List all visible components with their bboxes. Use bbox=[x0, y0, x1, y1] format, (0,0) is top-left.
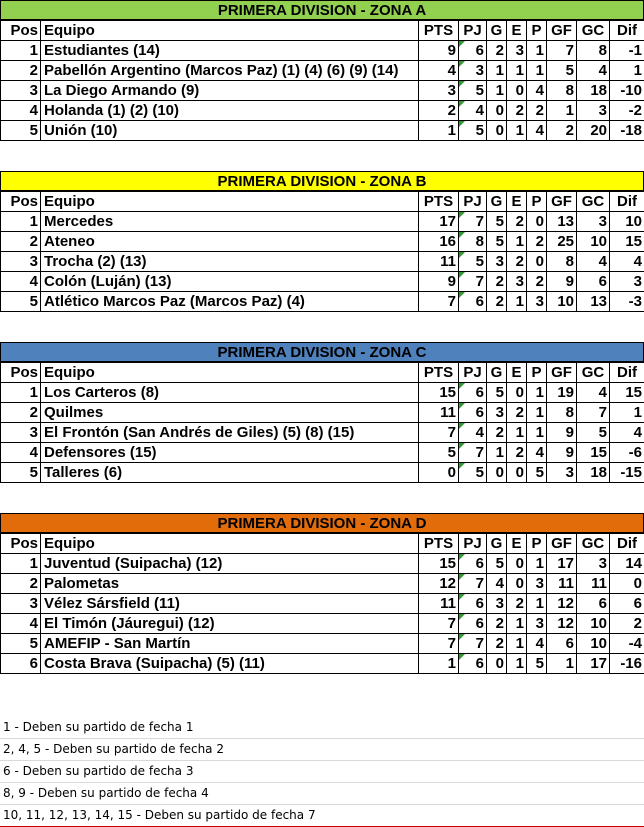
table-row bbox=[1, 383, 644, 403]
cell-gf: 12 bbox=[547, 614, 577, 634]
header-equipo: Equipo bbox=[41, 363, 419, 383]
cell-pts: 9 bbox=[419, 41, 459, 61]
header-p: P bbox=[527, 363, 547, 383]
table-row bbox=[1, 61, 644, 81]
cell-dif: -4 bbox=[610, 634, 644, 654]
cell-gc: 18 bbox=[577, 81, 610, 101]
header-dif: Dif bbox=[610, 192, 644, 212]
cell-gc: 5 bbox=[577, 423, 610, 443]
cell-pj: 7 bbox=[459, 634, 487, 654]
table-row bbox=[1, 574, 644, 594]
header-e: E bbox=[507, 534, 527, 554]
cell-pj: 6 bbox=[459, 554, 487, 574]
cell-gf: 8 bbox=[547, 81, 577, 101]
table-row bbox=[1, 101, 644, 121]
cell-pj: 5 bbox=[459, 121, 487, 141]
cell-pos: 3 bbox=[1, 252, 41, 272]
cell-dif: 6 bbox=[610, 594, 644, 614]
table-row bbox=[1, 232, 644, 252]
header-pos: Pos bbox=[1, 192, 41, 212]
standings-table bbox=[0, 20, 644, 141]
cell-dif: 4 bbox=[610, 423, 644, 443]
cell-e: 2 bbox=[507, 403, 527, 423]
header-gf: GF bbox=[547, 534, 577, 554]
cell-e: 0 bbox=[507, 81, 527, 101]
header-gf: GF bbox=[547, 192, 577, 212]
standings-table bbox=[0, 362, 644, 483]
cell-g: 1 bbox=[487, 443, 507, 463]
zone-a bbox=[0, 0, 644, 141]
table-row bbox=[1, 423, 644, 443]
header-row bbox=[1, 534, 644, 554]
header-g: G bbox=[487, 21, 507, 41]
header-pts: PTS bbox=[419, 21, 459, 41]
header-g: G bbox=[487, 363, 507, 383]
table-row bbox=[1, 212, 644, 232]
cell-e: 2 bbox=[507, 212, 527, 232]
cell-e: 1 bbox=[507, 654, 527, 674]
table-row bbox=[1, 443, 644, 463]
header-p: P bbox=[527, 192, 547, 212]
cell-pts: 5 bbox=[419, 443, 459, 463]
cell-g: 0 bbox=[487, 463, 507, 483]
cell-pos: 4 bbox=[1, 443, 41, 463]
cell-dif: 14 bbox=[610, 554, 644, 574]
cell-pj: 6 bbox=[459, 383, 487, 403]
header-pj: PJ bbox=[459, 21, 487, 41]
table-row bbox=[1, 252, 644, 272]
cell-e: 0 bbox=[507, 554, 527, 574]
cell-equipo: Los Carteros (8) bbox=[41, 383, 419, 403]
header-e: E bbox=[507, 21, 527, 41]
zone-c bbox=[0, 342, 644, 483]
cell-pts: 2 bbox=[419, 101, 459, 121]
table-row bbox=[1, 614, 644, 634]
cell-pj: 7 bbox=[459, 443, 487, 463]
cell-e: 1 bbox=[507, 634, 527, 654]
cell-pts: 9 bbox=[419, 272, 459, 292]
cell-dif: 15 bbox=[610, 383, 644, 403]
cell-equipo: Trocha (2) (13) bbox=[41, 252, 419, 272]
cell-pts: 0 bbox=[419, 463, 459, 483]
cell-gf: 17 bbox=[547, 554, 577, 574]
header-equipo: Equipo bbox=[41, 21, 419, 41]
cell-pos: 2 bbox=[1, 61, 41, 81]
cell-equipo: Ateneo bbox=[41, 232, 419, 252]
cell-p: 1 bbox=[527, 61, 547, 81]
cell-gf: 10 bbox=[547, 292, 577, 312]
cell-pos: 5 bbox=[1, 121, 41, 141]
cell-gf: 9 bbox=[547, 443, 577, 463]
cell-gc: 10 bbox=[577, 232, 610, 252]
cell-g: 5 bbox=[487, 232, 507, 252]
cell-equipo: Quilmes bbox=[41, 403, 419, 423]
footnote: 10, 11, 12, 13, 14, 15 - Deben su partido de fecha 7 bbox=[0, 805, 644, 827]
cell-gf: 8 bbox=[547, 252, 577, 272]
cell-p: 0 bbox=[527, 252, 547, 272]
cell-gf: 9 bbox=[547, 423, 577, 443]
cell-pos: 6 bbox=[1, 654, 41, 674]
cell-pos: 4 bbox=[1, 101, 41, 121]
table-row bbox=[1, 403, 644, 423]
cell-dif: -1 bbox=[610, 41, 644, 61]
cell-p: 3 bbox=[527, 292, 547, 312]
header-row bbox=[1, 21, 644, 41]
cell-gf: 1 bbox=[547, 101, 577, 121]
table-row bbox=[1, 554, 644, 574]
cell-equipo: Estudiantes (14) bbox=[41, 41, 419, 61]
cell-dif: 4 bbox=[610, 252, 644, 272]
cell-gc: 7 bbox=[577, 403, 610, 423]
cell-gf: 7 bbox=[547, 41, 577, 61]
cell-g: 0 bbox=[487, 121, 507, 141]
cell-pos: 5 bbox=[1, 463, 41, 483]
cell-p: 1 bbox=[527, 383, 547, 403]
zone-b bbox=[0, 171, 644, 312]
cell-pos: 2 bbox=[1, 403, 41, 423]
cell-pos: 2 bbox=[1, 574, 41, 594]
header-pts: PTS bbox=[419, 192, 459, 212]
cell-dif: 3 bbox=[610, 272, 644, 292]
cell-dif: 15 bbox=[610, 232, 644, 252]
cell-pos: 3 bbox=[1, 594, 41, 614]
zone-title: PRIMERA DIVISION - ZONA B bbox=[0, 171, 644, 191]
cell-gf: 19 bbox=[547, 383, 577, 403]
header-gc: GC bbox=[577, 363, 610, 383]
cell-gc: 13 bbox=[577, 292, 610, 312]
cell-dif: -16 bbox=[610, 654, 644, 674]
cell-e: 0 bbox=[507, 463, 527, 483]
cell-p: 1 bbox=[527, 554, 547, 574]
cell-pts: 3 bbox=[419, 81, 459, 101]
header-e: E bbox=[507, 192, 527, 212]
header-p: P bbox=[527, 534, 547, 554]
cell-gc: 4 bbox=[577, 252, 610, 272]
table-row bbox=[1, 292, 644, 312]
cell-g: 2 bbox=[487, 272, 507, 292]
cell-equipo: Vélez Sársfield (11) bbox=[41, 594, 419, 614]
cell-pos: 3 bbox=[1, 81, 41, 101]
cell-p: 5 bbox=[527, 654, 547, 674]
header-pts: PTS bbox=[419, 363, 459, 383]
cell-pos: 1 bbox=[1, 554, 41, 574]
cell-p: 4 bbox=[527, 443, 547, 463]
cell-g: 2 bbox=[487, 292, 507, 312]
standings-table bbox=[0, 191, 644, 312]
table-row bbox=[1, 463, 644, 483]
cell-pj: 3 bbox=[459, 61, 487, 81]
cell-dif: 2 bbox=[610, 614, 644, 634]
cell-pos: 1 bbox=[1, 41, 41, 61]
cell-e: 2 bbox=[507, 252, 527, 272]
cell-gc: 20 bbox=[577, 121, 610, 141]
cell-gc: 17 bbox=[577, 654, 610, 674]
cell-pj: 6 bbox=[459, 594, 487, 614]
cell-gc: 6 bbox=[577, 594, 610, 614]
footnotes bbox=[0, 717, 644, 827]
cell-dif: -10 bbox=[610, 81, 644, 101]
table-row bbox=[1, 272, 644, 292]
cell-gf: 5 bbox=[547, 61, 577, 81]
cell-gf: 2 bbox=[547, 121, 577, 141]
cell-equipo: El Frontón (San Andrés de Giles) (5) (8) (15) bbox=[41, 423, 419, 443]
zone-title: PRIMERA DIVISION - ZONA D bbox=[0, 513, 644, 533]
header-pj: PJ bbox=[459, 363, 487, 383]
cell-p: 1 bbox=[527, 403, 547, 423]
cell-p: 4 bbox=[527, 81, 547, 101]
header-equipo: Equipo bbox=[41, 534, 419, 554]
cell-g: 0 bbox=[487, 101, 507, 121]
cell-e: 0 bbox=[507, 383, 527, 403]
cell-pts: 7 bbox=[419, 634, 459, 654]
standings-table bbox=[0, 533, 644, 674]
footnote: 1 - Deben su partido de fecha 1 bbox=[0, 717, 644, 739]
cell-g: 4 bbox=[487, 574, 507, 594]
cell-g: 1 bbox=[487, 61, 507, 81]
cell-e: 1 bbox=[507, 614, 527, 634]
cell-e: 2 bbox=[507, 101, 527, 121]
cell-equipo: La Diego Armando (9) bbox=[41, 81, 419, 101]
cell-equipo: Holanda (1) (2) (10) bbox=[41, 101, 419, 121]
cell-gc: 10 bbox=[577, 614, 610, 634]
table-row bbox=[1, 81, 644, 101]
cell-g: 3 bbox=[487, 252, 507, 272]
cell-pj: 5 bbox=[459, 252, 487, 272]
cell-pts: 7 bbox=[419, 614, 459, 634]
header-equipo: Equipo bbox=[41, 192, 419, 212]
cell-gc: 11 bbox=[577, 574, 610, 594]
cell-gf: 6 bbox=[547, 634, 577, 654]
cell-g: 2 bbox=[487, 614, 507, 634]
cell-gc: 10 bbox=[577, 634, 610, 654]
cell-dif: -18 bbox=[610, 121, 644, 141]
cell-pj: 7 bbox=[459, 212, 487, 232]
header-pos: Pos bbox=[1, 363, 41, 383]
cell-gf: 8 bbox=[547, 403, 577, 423]
header-e: E bbox=[507, 363, 527, 383]
header-dif: Dif bbox=[610, 21, 644, 41]
cell-g: 5 bbox=[487, 383, 507, 403]
cell-pj: 6 bbox=[459, 403, 487, 423]
cell-e: 1 bbox=[507, 121, 527, 141]
cell-pos: 4 bbox=[1, 272, 41, 292]
header-gc: GC bbox=[577, 192, 610, 212]
cell-e: 1 bbox=[507, 61, 527, 81]
cell-gc: 18 bbox=[577, 463, 610, 483]
table-row bbox=[1, 634, 644, 654]
cell-e: 2 bbox=[507, 594, 527, 614]
cell-gc: 3 bbox=[577, 101, 610, 121]
header-gc: GC bbox=[577, 21, 610, 41]
cell-e: 1 bbox=[507, 423, 527, 443]
cell-pj: 6 bbox=[459, 292, 487, 312]
cell-gf: 13 bbox=[547, 212, 577, 232]
header-row bbox=[1, 192, 644, 212]
cell-pj: 4 bbox=[459, 423, 487, 443]
cell-pts: 16 bbox=[419, 232, 459, 252]
cell-p: 1 bbox=[527, 594, 547, 614]
cell-g: 5 bbox=[487, 554, 507, 574]
cell-pts: 17 bbox=[419, 212, 459, 232]
zone-d bbox=[0, 513, 644, 674]
cell-pj: 5 bbox=[459, 81, 487, 101]
cell-pts: 11 bbox=[419, 403, 459, 423]
header-pts: PTS bbox=[419, 534, 459, 554]
cell-p: 0 bbox=[527, 212, 547, 232]
footnote: 8, 9 - Deben su partido de fecha 4 bbox=[0, 783, 644, 805]
cell-equipo: Atlético Marcos Paz (Marcos Paz) (4) bbox=[41, 292, 419, 312]
cell-equipo: Colón (Luján) (13) bbox=[41, 272, 419, 292]
cell-g: 1 bbox=[487, 81, 507, 101]
cell-gf: 9 bbox=[547, 272, 577, 292]
cell-pts: 11 bbox=[419, 252, 459, 272]
cell-pos: 5 bbox=[1, 292, 41, 312]
cell-gf: 3 bbox=[547, 463, 577, 483]
cell-gc: 4 bbox=[577, 383, 610, 403]
header-g: G bbox=[487, 192, 507, 212]
cell-gf: 25 bbox=[547, 232, 577, 252]
cell-p: 3 bbox=[527, 574, 547, 594]
footnote: 6 - Deben su partido de fecha 3 bbox=[0, 761, 644, 783]
cell-g: 0 bbox=[487, 654, 507, 674]
header-gc: GC bbox=[577, 534, 610, 554]
cell-g: 2 bbox=[487, 423, 507, 443]
table-row bbox=[1, 121, 644, 141]
cell-p: 4 bbox=[527, 121, 547, 141]
header-dif: Dif bbox=[610, 534, 644, 554]
cell-pos: 2 bbox=[1, 232, 41, 252]
zone-title: PRIMERA DIVISION - ZONA C bbox=[0, 342, 644, 362]
cell-g: 2 bbox=[487, 41, 507, 61]
header-dif: Dif bbox=[610, 363, 644, 383]
cell-gc: 6 bbox=[577, 272, 610, 292]
cell-p: 4 bbox=[527, 634, 547, 654]
cell-p: 2 bbox=[527, 272, 547, 292]
header-gf: GF bbox=[547, 21, 577, 41]
cell-equipo: Palometas bbox=[41, 574, 419, 594]
cell-e: 3 bbox=[507, 272, 527, 292]
cell-e: 1 bbox=[507, 292, 527, 312]
cell-p: 1 bbox=[527, 423, 547, 443]
cell-p: 3 bbox=[527, 614, 547, 634]
cell-p: 1 bbox=[527, 41, 547, 61]
cell-p: 2 bbox=[527, 232, 547, 252]
cell-dif: -15 bbox=[610, 463, 644, 483]
cell-equipo: Mercedes bbox=[41, 212, 419, 232]
table-row bbox=[1, 654, 644, 674]
cell-gc: 8 bbox=[577, 41, 610, 61]
cell-g: 3 bbox=[487, 594, 507, 614]
cell-pj: 7 bbox=[459, 272, 487, 292]
cell-pts: 1 bbox=[419, 654, 459, 674]
cell-dif: -6 bbox=[610, 443, 644, 463]
cell-equipo: Pabellón Argentino (Marcos Paz) (1) (4) (6) (9) (14) bbox=[41, 61, 419, 81]
cell-pts: 4 bbox=[419, 61, 459, 81]
cell-pts: 7 bbox=[419, 423, 459, 443]
header-row bbox=[1, 363, 644, 383]
cell-dif: 1 bbox=[610, 403, 644, 423]
cell-pj: 4 bbox=[459, 101, 487, 121]
cell-pos: 1 bbox=[1, 383, 41, 403]
cell-pts: 1 bbox=[419, 121, 459, 141]
cell-dif: -2 bbox=[610, 101, 644, 121]
header-pj: PJ bbox=[459, 534, 487, 554]
table-row bbox=[1, 41, 644, 61]
cell-dif: 0 bbox=[610, 574, 644, 594]
cell-p: 2 bbox=[527, 101, 547, 121]
cell-pts: 15 bbox=[419, 383, 459, 403]
cell-pj: 6 bbox=[459, 41, 487, 61]
cell-gf: 1 bbox=[547, 654, 577, 674]
cell-pos: 1 bbox=[1, 212, 41, 232]
cell-pos: 5 bbox=[1, 634, 41, 654]
cell-p: 5 bbox=[527, 463, 547, 483]
cell-g: 2 bbox=[487, 634, 507, 654]
cell-dif: 1 bbox=[610, 61, 644, 81]
cell-pj: 7 bbox=[459, 574, 487, 594]
cell-dif: -3 bbox=[610, 292, 644, 312]
cell-pts: 12 bbox=[419, 574, 459, 594]
cell-equipo: Costa Brava (Suipacha) (5) (11) bbox=[41, 654, 419, 674]
cell-pj: 6 bbox=[459, 614, 487, 634]
header-gf: GF bbox=[547, 363, 577, 383]
cell-g: 3 bbox=[487, 403, 507, 423]
cell-e: 1 bbox=[507, 232, 527, 252]
cell-pts: 7 bbox=[419, 292, 459, 312]
cell-equipo: AMEFIP - San Martín bbox=[41, 634, 419, 654]
cell-equipo: Talleres (6) bbox=[41, 463, 419, 483]
cell-pos: 4 bbox=[1, 614, 41, 634]
header-p: P bbox=[527, 21, 547, 41]
header-pos: Pos bbox=[1, 21, 41, 41]
header-pos: Pos bbox=[1, 534, 41, 554]
cell-pj: 6 bbox=[459, 654, 487, 674]
cell-g: 5 bbox=[487, 212, 507, 232]
cell-gc: 3 bbox=[577, 212, 610, 232]
cell-equipo: Defensores (15) bbox=[41, 443, 419, 463]
zone-title: PRIMERA DIVISION - ZONA A bbox=[0, 0, 644, 20]
header-pj: PJ bbox=[459, 192, 487, 212]
cell-e: 0 bbox=[507, 574, 527, 594]
cell-gc: 4 bbox=[577, 61, 610, 81]
cell-equipo: Unión (10) bbox=[41, 121, 419, 141]
table-row bbox=[1, 594, 644, 614]
header-g: G bbox=[487, 534, 507, 554]
cell-e: 3 bbox=[507, 41, 527, 61]
cell-gc: 15 bbox=[577, 443, 610, 463]
cell-gf: 12 bbox=[547, 594, 577, 614]
cell-gf: 11 bbox=[547, 574, 577, 594]
cell-equipo: Juventud (Suipacha) (12) bbox=[41, 554, 419, 574]
cell-equipo: El Timón (Jáuregui) (12) bbox=[41, 614, 419, 634]
cell-pj: 8 bbox=[459, 232, 487, 252]
cell-e: 2 bbox=[507, 443, 527, 463]
cell-pts: 15 bbox=[419, 554, 459, 574]
cell-dif: 10 bbox=[610, 212, 644, 232]
cell-pj: 5 bbox=[459, 463, 487, 483]
footnote: 2, 4, 5 - Deben su partido de fecha 2 bbox=[0, 739, 644, 761]
cell-gc: 3 bbox=[577, 554, 610, 574]
cell-pos: 3 bbox=[1, 423, 41, 443]
cell-pts: 11 bbox=[419, 594, 459, 614]
